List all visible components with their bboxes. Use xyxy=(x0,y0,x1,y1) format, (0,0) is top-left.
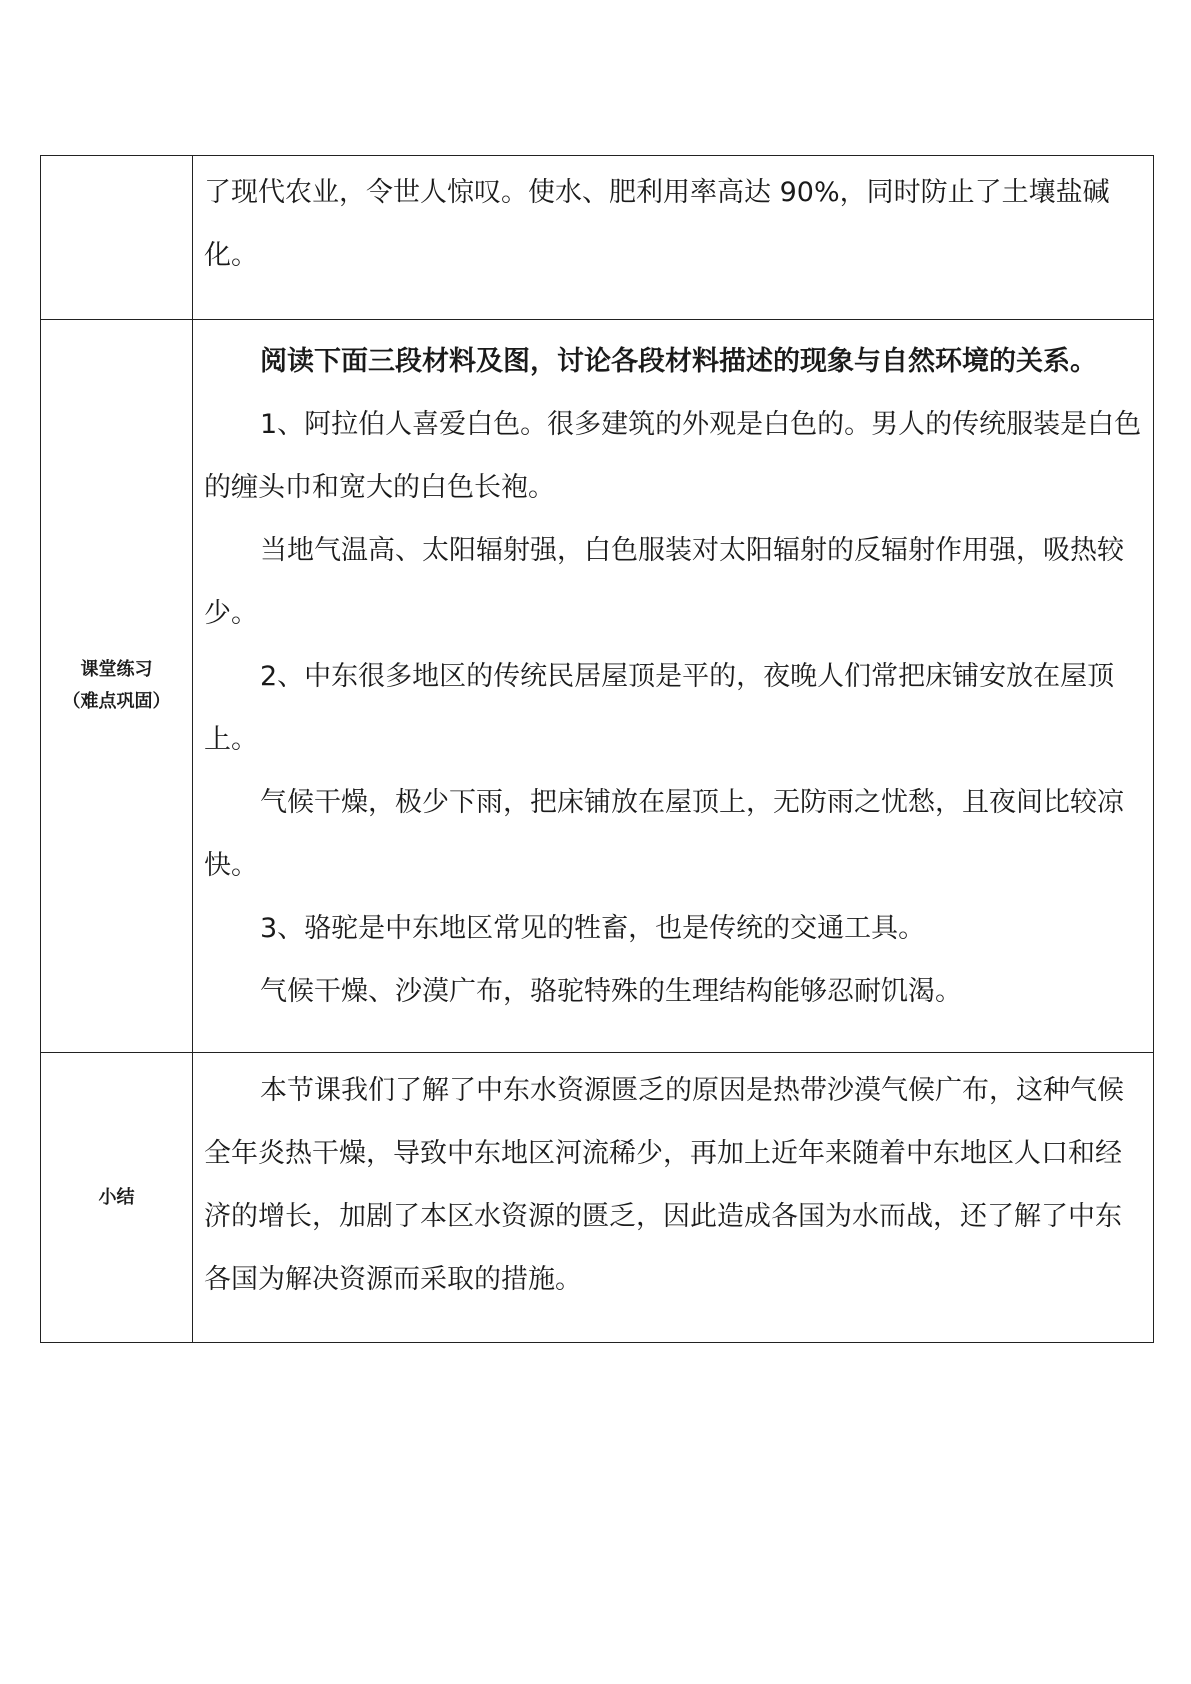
table-row-continuation xyxy=(41,156,1154,320)
table-row-summary xyxy=(41,1053,1154,1343)
row-content-continuation xyxy=(193,156,1154,320)
continuation-paragraph: 了现代农业，令世人惊叹。使水、肥利用率高达 90%，同时防止了土壤盐碱化。 xyxy=(204,177,1110,271)
answer-3: 气候干燥、沙漠广布，骆驼特殊的生理结构能够忍耐饥渴。 xyxy=(260,976,962,1007)
exercise-instruction: 阅读下面三段材料及图，讨论各段材料描述的现象与自然环境的关系。 xyxy=(260,346,1097,377)
row-content-classroom-exercise xyxy=(193,320,1154,1053)
material-1: 1、阿拉伯人喜爱白色。很多建筑的外观是白色的。男人的传统服装是白色的缠头巾和宽大的白色长袍。 xyxy=(204,409,1142,503)
row-label-summary xyxy=(41,1053,193,1343)
material-2: 2、中东很多地区的传统民居屋顶是平的，夜晚人们常把床铺安放在屋顶上。 xyxy=(204,661,1115,755)
label-line-2: （难点巩固） xyxy=(62,691,171,712)
material-3: 3、骆驼是中东地区常见的牲畜，也是传统的交通工具。 xyxy=(260,913,926,944)
label-line-1: 小结 xyxy=(98,1186,135,1208)
lesson-plan-table xyxy=(40,155,1154,1343)
answer-2: 气候干燥，极少下雨，把床铺放在屋顶上，无防雨之忧愁，且夜间比较凉快。 xyxy=(204,787,1124,881)
row-label-empty xyxy=(41,156,193,320)
summary-paragraph: 本节课我们了解了中东水资源匮乏的原因是热带沙漠气候广布，这种气候全年炎热干燥，导致中东地区河流稀少，再加上近年来随着中东地区人口和经济的增长，加剧了本区水资源的匮乏，因此造成各国为水而战，还了解了中东各国为解决资源而采取的措施。 xyxy=(204,1075,1124,1295)
row-label-classroom-exercise xyxy=(41,320,193,1053)
table-row-classroom-exercise xyxy=(41,320,1154,1053)
answer-1: 当地气温高、太阳辐射强，白色服装对太阳辐射的反辐射作用强，吸热较少。 xyxy=(204,535,1124,629)
row-content-summary xyxy=(193,1053,1154,1343)
label-line-1: 课堂练习 xyxy=(80,659,153,680)
